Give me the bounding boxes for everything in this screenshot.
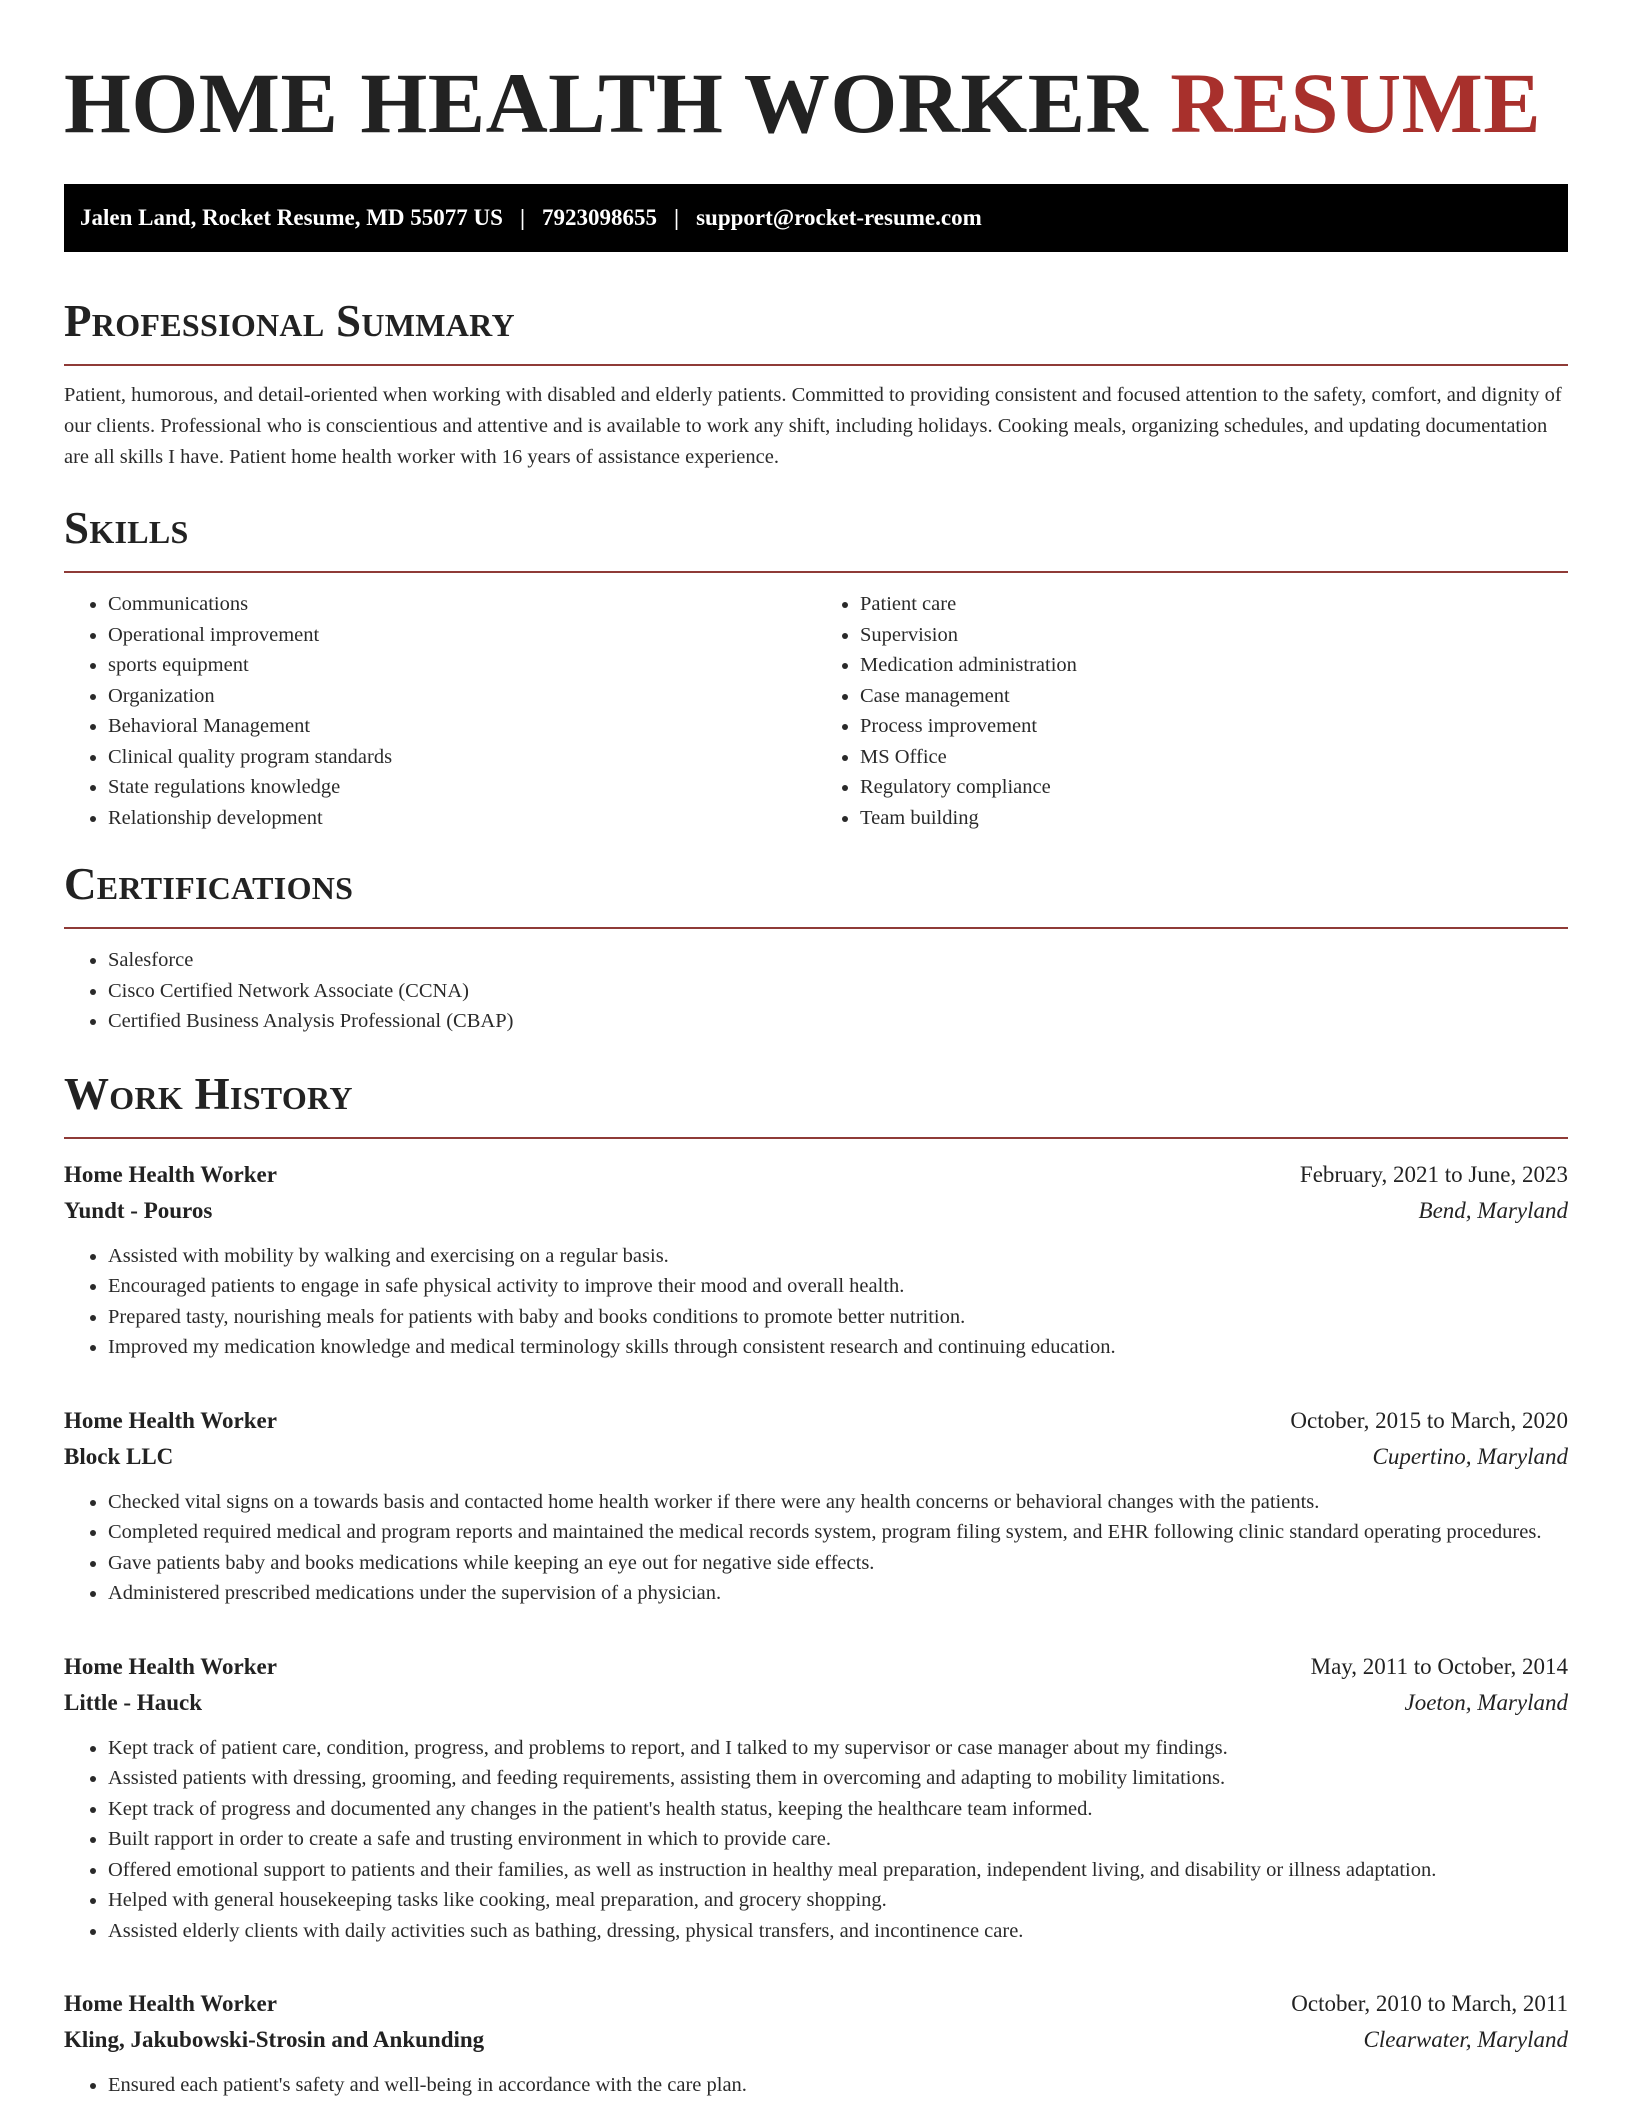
job-dates: October, 2015 to March, 2020 <box>1290 1407 1568 1433</box>
job-location: Joeton, Maryland <box>1404 1689 1568 1715</box>
job-bullet: • Gave patients baby and books medications while keeping an eye out for negative side effects. <box>108 1548 1568 1579</box>
job-bullet: • Checked vital signs on a towards basis and contacted home health worker if there were any health concerns or behavioral changes with the patients. <box>108 1487 1568 1518</box>
job-bullet: • Administered prescribed medications under the supervision of a physician. <box>108 1578 1568 1609</box>
skill-item: • Behavioral Management <box>108 711 816 742</box>
skill-item: • Relationship development <box>108 803 816 834</box>
job-company: Yundt - Pouros <box>64 1197 213 1223</box>
skill-item: • Team building <box>860 803 1568 834</box>
job-bullets <box>64 1487 1568 1609</box>
section-divider <box>64 927 1568 929</box>
job-bullet: • Assisted with mobility by walking and exercising on a regular basis. <box>108 1241 1568 1272</box>
job-bullet: • Kept track of progress and documented any changes in the patient's health status, keeping the healthcare team informed. <box>108 1794 1568 1825</box>
contact-phone: 7923098655 <box>542 205 658 230</box>
job-header-row <box>64 1403 1568 1439</box>
job-bullet: • Kept track of patient care, condition, progress, and problems to report, and I talked to my supervisor or case manager about my findings. <box>108 1733 1568 1764</box>
job-company: Little - Hauck <box>64 1689 202 1715</box>
jobs-list <box>64 1157 1568 2101</box>
certification-item: • Cisco Certified Network Associate (CCNA) <box>108 976 1568 1007</box>
contact-bar <box>64 184 1568 252</box>
skill-item: • Patient care <box>860 589 1568 620</box>
job-title: Home Health Worker <box>64 1161 277 1187</box>
job-title: Home Health Worker <box>64 1407 277 1433</box>
resume-title <box>64 55 1568 151</box>
title-main: HOME HEALTH WORKER <box>64 55 1149 151</box>
skill-item: • Clinical quality program standards <box>108 742 816 773</box>
job-company-row <box>64 1685 1568 1721</box>
contact-address: Jalen Land, Rocket Resume, MD 55077 US <box>80 205 503 230</box>
work-history-section <box>64 1067 1568 2101</box>
section-divider <box>64 571 1568 573</box>
skill-item: • Case management <box>860 681 1568 712</box>
skill-item: • sports equipment <box>108 650 816 681</box>
job-bullet: • Assisted patients with dressing, grooming, and feeding requirements, assisting them in overcoming and adapting to mobility limitations. <box>108 1763 1568 1794</box>
skill-item: • Process improvement <box>860 711 1568 742</box>
certification-item: • Salesforce <box>108 945 1568 976</box>
skill-item: • Supervision <box>860 620 1568 651</box>
job-bullet: • Built rapport in order to create a safe and trusting environment in which to provide care. <box>108 1824 1568 1855</box>
job-entry <box>64 1157 1568 1363</box>
job-dates: October, 2010 to March, 2011 <box>1291 1991 1568 2016</box>
skills-grid <box>64 589 1568 833</box>
professional-summary-section <box>64 294 1568 473</box>
section-heading-summary: Professional Summary <box>64 296 515 346</box>
contact-separator: | <box>519 205 526 230</box>
job-bullet: • Encouraged patients to engage in safe physical activity to improve their mood and overall health. <box>108 1271 1568 1302</box>
job-header-row <box>64 1649 1568 1685</box>
job-bullets <box>64 1241 1568 1363</box>
job-bullets <box>64 1733 1568 1947</box>
job-location: Clearwater, Maryland <box>1363 2027 1568 2052</box>
job-location: Bend, Maryland <box>1418 1197 1568 1223</box>
job-company-row <box>64 1439 1568 1475</box>
skill-item: • Communications <box>108 589 816 620</box>
section-divider <box>64 364 1568 366</box>
job-location: Cupertino, Maryland <box>1372 1443 1568 1469</box>
job-title: Home Health Worker <box>64 1653 277 1679</box>
skill-item: • Organization <box>108 681 816 712</box>
job-dates: February, 2021 to June, 2023 <box>1299 1161 1568 1187</box>
contact-email: support@rocket-resume.com <box>696 205 982 230</box>
job-company-row <box>64 1193 1568 1229</box>
skills-list-right <box>816 589 1568 833</box>
job-entry <box>64 1403 1568 1609</box>
job-dates: May, 2011 to October, 2014 <box>1310 1653 1568 1679</box>
job-bullet: • Prepared tasty, nourishing meals for patients with baby and books conditions to promote better nutrition. <box>108 1302 1568 1333</box>
skill-item: • Medication administration <box>860 650 1568 681</box>
job-entry <box>64 1649 1568 1947</box>
skills-section <box>64 501 1568 833</box>
job-bullet: • Offered emotional support to patients and their families, as well as instruction in healthy meal preparation, independent living, and disability or illness adaptation. <box>108 1855 1568 1886</box>
summary-text: Patient, humorous, and detail-oriented when working with disabled and elderly patients. Committed to providing consistent and focused attention to the safety, comfort, and dignity of our clients. Professional who is conscientious and attentive and is available to work any shift, including holidays. Cooking meals, organizing schedules, and updating documentation are all skills I have. Patient home health worker with 16 years of assistance experience. <box>64 384 1562 468</box>
section-heading-skills: Skills <box>64 503 189 553</box>
job-bullet: • Completed required medical and program reports and maintained the medical records system, program filing system, and EHR following clinic standard operating procedures. <box>108 1517 1568 1548</box>
job-bullets <box>64 2070 1568 2101</box>
job-bullet: • Assisted elderly clients with daily activities such as bathing, dressing, physical transfers, and incontinence care. <box>108 1916 1568 1947</box>
section-divider <box>64 1137 1568 1139</box>
job-title: Home Health Worker <box>64 1991 277 2016</box>
skill-item: • State regulations knowledge <box>108 772 816 803</box>
skill-item: • MS Office <box>860 742 1568 773</box>
contact-separator: | <box>674 205 680 230</box>
job-header-row <box>64 1157 1568 1193</box>
job-bullet: • Helped with general housekeeping tasks like cooking, meal preparation, and grocery shopping. <box>108 1885 1568 1916</box>
certifications-list <box>64 945 1568 1037</box>
job-company: Kling, Jakubowski-Strosin and Ankunding <box>64 2027 485 2052</box>
skills-list-left <box>64 589 816 833</box>
skill-item: • Regulatory compliance <box>860 772 1568 803</box>
section-heading-certifications: Certifications <box>64 859 354 909</box>
title-accent: RESUME <box>1170 55 1542 151</box>
job-header-row <box>64 1986 1568 2022</box>
job-entry <box>64 1986 1568 2101</box>
section-heading-work-history: Work History <box>64 1068 353 1119</box>
skill-item: • Operational improvement <box>108 620 816 651</box>
job-company-row <box>64 2022 1568 2058</box>
certification-item: • Certified Business Analysis Professional (CBAP) <box>108 1006 1568 1037</box>
certifications-section <box>64 857 1568 1037</box>
job-bullet: • Improved my medication knowledge and medical terminology skills through consistent research and continuing education. <box>108 1332 1568 1363</box>
job-bullet: • Ensured each patient's safety and well-being in accordance with the care plan. <box>108 2070 1568 2101</box>
job-company: Block LLC <box>64 1443 174 1469</box>
